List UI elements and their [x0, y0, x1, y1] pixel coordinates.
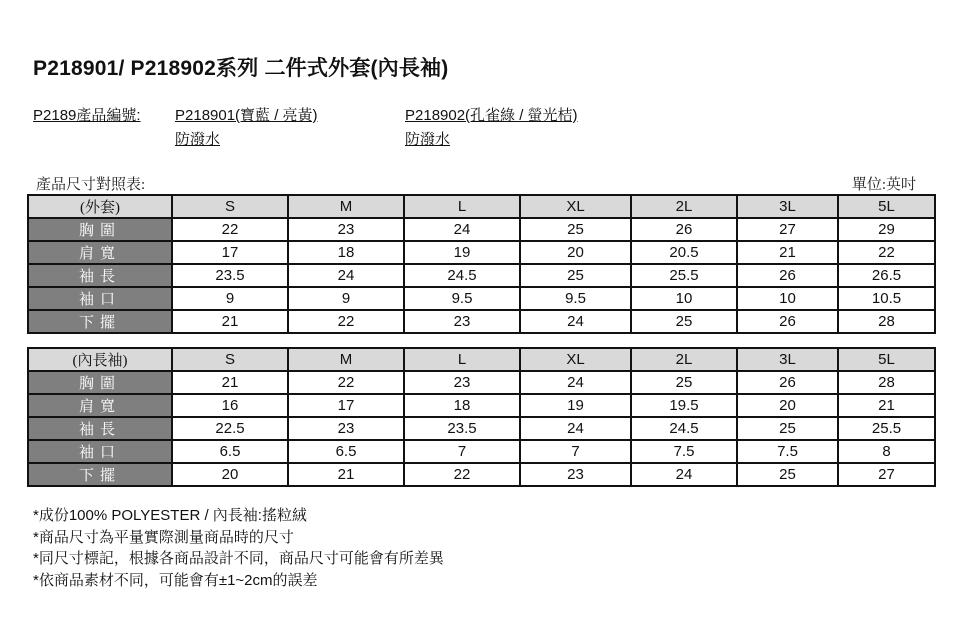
product-1-name: P218901(寶藍 / 亮黃) [175, 107, 318, 124]
row-label: 胸圍 [28, 371, 172, 394]
size-header: L [404, 195, 520, 218]
table-cell: 26 [631, 218, 737, 241]
table-cell: 25 [737, 417, 838, 440]
table-cell: 19 [520, 394, 631, 417]
table-cell: 25 [631, 371, 737, 394]
table-row [28, 371, 935, 394]
table-cell: 6.5 [288, 440, 404, 463]
product-1-feature: 防潑水 [175, 132, 221, 148]
notes-list [33, 505, 444, 591]
table-cell: 28 [838, 310, 935, 333]
size-header: L [404, 348, 520, 371]
table-cell: 29 [838, 218, 935, 241]
table-cell: 25 [520, 218, 631, 241]
table-cell: 7 [520, 440, 631, 463]
table-cell: 21 [172, 371, 288, 394]
table-body [28, 371, 935, 486]
table-cell: 23 [404, 371, 520, 394]
product-2-name: P218902(孔雀綠 / 螢光桔) [405, 107, 578, 124]
table-cell: 22 [838, 241, 935, 264]
size-header: XL [520, 348, 631, 371]
table-row [28, 241, 935, 264]
table-cell: 10 [737, 287, 838, 310]
table-cell: 24 [520, 417, 631, 440]
table-cell: 28 [838, 371, 935, 394]
table-label: (內長袖) [28, 348, 172, 371]
table-cell: 7.5 [631, 440, 737, 463]
table-cell: 24.5 [631, 417, 737, 440]
table-cell: 27 [737, 218, 838, 241]
size-chart-caption: 產品尺寸對照表: [36, 177, 146, 193]
table-cell: 7 [404, 440, 520, 463]
table-cell: 20 [737, 394, 838, 417]
table-cell: 19 [404, 241, 520, 264]
note-item: *商品尺寸為平量實際測量商品時的尺寸 [33, 528, 294, 546]
table-cell: 26 [737, 310, 838, 333]
row-label: 袖長 [28, 417, 172, 440]
size-header: M [288, 195, 404, 218]
table-cell: 25 [520, 264, 631, 287]
size-header: S [172, 195, 288, 218]
table-cell: 22.5 [172, 417, 288, 440]
table-cell: 22 [172, 218, 288, 241]
table-cell: 23 [288, 218, 404, 241]
table-cell: 24.5 [404, 264, 520, 287]
table-cell: 18 [404, 394, 520, 417]
size-header: 5L [838, 195, 935, 218]
table-cell: 9.5 [404, 287, 520, 310]
table-header-row [28, 195, 935, 218]
size-header: 2L [631, 195, 737, 218]
table-cell: 24 [288, 264, 404, 287]
table-cell: 17 [288, 394, 404, 417]
unit-caption: 單位:英吋 [851, 177, 916, 193]
table-body [28, 218, 935, 333]
size-header: 3L [737, 195, 838, 218]
table-cell: 17 [172, 241, 288, 264]
table-cell: 7.5 [737, 440, 838, 463]
table-cell: 27 [838, 463, 935, 486]
table-cell: 24 [520, 371, 631, 394]
table-cell: 22 [288, 310, 404, 333]
table-cell: 25.5 [838, 417, 935, 440]
table-cell: 24 [631, 463, 737, 486]
table-cell: 23 [288, 417, 404, 440]
table-cell: 20 [520, 241, 631, 264]
row-label: 袖口 [28, 440, 172, 463]
table-cell: 19.5 [631, 394, 737, 417]
table-cell: 26.5 [838, 264, 935, 287]
table-cell: 21 [737, 241, 838, 264]
table-cell: 9.5 [520, 287, 631, 310]
table-cell: 6.5 [172, 440, 288, 463]
size-header: 5L [838, 348, 935, 371]
row-label: 袖長 [28, 264, 172, 287]
table-cell: 16 [172, 394, 288, 417]
size-header: 2L [631, 348, 737, 371]
product-2-feature: 防潑水 [405, 132, 451, 148]
table-cell: 22 [288, 371, 404, 394]
table-cell: 24 [520, 310, 631, 333]
table-cell: 23.5 [172, 264, 288, 287]
page-title: P218901/ P218902系列 二件式外套(內長袖) [33, 57, 449, 80]
table-cell: 25.5 [631, 264, 737, 287]
table-cell: 20 [172, 463, 288, 486]
row-label: 下擺 [28, 310, 172, 333]
table-cell: 26 [737, 264, 838, 287]
note-item: *同尺寸標記，根據各商品設計不同，商品尺寸可能會有所差異 [33, 550, 444, 567]
row-label: 肩寬 [28, 394, 172, 417]
table-cell: 20.5 [631, 241, 737, 264]
table-row [28, 394, 935, 417]
product-code-label: P2189產品編號: [33, 107, 141, 124]
table-row [28, 218, 935, 241]
table-cell: 21 [288, 463, 404, 486]
size-header: M [288, 348, 404, 371]
table-cell: 18 [288, 241, 404, 264]
table-cell: 23 [404, 310, 520, 333]
table-cell: 26 [737, 371, 838, 394]
table-header-row [28, 348, 935, 371]
table-cell: 24 [404, 218, 520, 241]
inner-size-table [27, 347, 936, 487]
table-cell: 8 [838, 440, 935, 463]
table-row [28, 440, 935, 463]
row-label: 下擺 [28, 463, 172, 486]
note-item: *依商品素材不同，可能會有±1~2cm的誤差 [33, 571, 318, 589]
table-cell: 9 [288, 287, 404, 310]
row-label: 胸圍 [28, 218, 172, 241]
table-cell: 21 [172, 310, 288, 333]
note-item: *成份100% POLYESTER / 內長袖:搖粒絨 [33, 507, 307, 524]
table-cell: 23.5 [404, 417, 520, 440]
row-label: 肩寬 [28, 241, 172, 264]
table-cell: 10.5 [838, 287, 935, 310]
table-label: (外套) [28, 195, 172, 218]
table-cell: 10 [631, 287, 737, 310]
size-header: XL [520, 195, 631, 218]
size-header: 3L [737, 348, 838, 371]
table-cell: 25 [631, 310, 737, 333]
table-cell: 9 [172, 287, 288, 310]
table-row [28, 463, 935, 486]
outer-size-table [27, 194, 936, 334]
table-cell: 25 [737, 463, 838, 486]
table-cell: 21 [838, 394, 935, 417]
size-header: S [172, 348, 288, 371]
table-row [28, 417, 935, 440]
table-row [28, 310, 935, 333]
table-cell: 22 [404, 463, 520, 486]
table-cell: 23 [520, 463, 631, 486]
table-row [28, 264, 935, 287]
table-row [28, 287, 935, 310]
row-label: 袖口 [28, 287, 172, 310]
